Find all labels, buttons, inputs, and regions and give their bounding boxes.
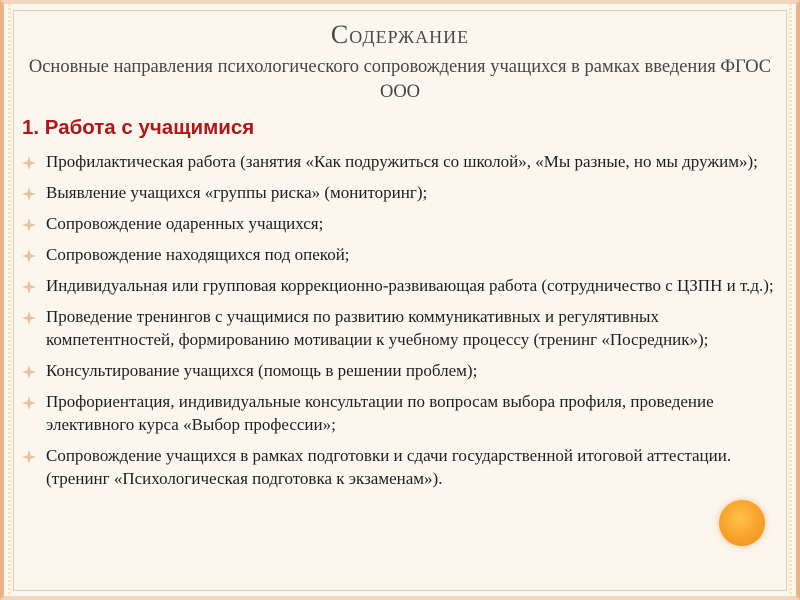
list-item-text: Сопровождение учащихся в рамках подготовки и сдачи государственной итоговой аттестации.(тренинг «Психологическая подготовка к экзаменам»). xyxy=(46,446,732,488)
bullet-list xyxy=(22,150,774,498)
list-item-text: Консультирование учащихся (помощь в решении проблем); xyxy=(46,361,478,380)
list-item-text: Сопровождение одаренных учащихся; xyxy=(46,214,324,233)
sparkle-bullet-icon xyxy=(22,246,36,260)
sparkle-bullet-icon xyxy=(22,362,36,376)
sparkle-bullet-icon xyxy=(22,184,36,198)
list-item xyxy=(22,274,774,297)
sparkle-bullet-icon xyxy=(22,447,36,461)
list-item-text: Профилактическая работа (занятия «Как подружиться со школой», «Мы разные, но мы дружим»); xyxy=(46,152,758,171)
list-item-text: Индивидуальная или групповая коррекционно-развивающая работа (сотрудничество с ЦЗПН и т.д.); xyxy=(46,276,774,295)
list-item xyxy=(22,444,774,490)
sparkle-bullet-icon xyxy=(22,393,36,407)
frame-stripe-right xyxy=(789,4,792,596)
frame-stripe-left xyxy=(8,4,11,596)
list-item xyxy=(22,305,774,351)
list-item xyxy=(22,243,774,266)
list-item-text: Выявление учащихся «группы риска» (мониторинг); xyxy=(46,183,428,202)
list-item-text: Профориентация, индивидуальные консультации по вопросам выбора профиля, проведение элективного курса «Выбор профессии»; xyxy=(46,392,714,434)
sparkle-bullet-icon xyxy=(22,308,36,322)
list-item-text: Сопровождение находящихся под опекой; xyxy=(46,245,350,264)
sparkle-bullet-icon xyxy=(22,215,36,229)
list-item xyxy=(22,150,774,173)
list-item xyxy=(22,181,774,204)
slide-title: Содержание xyxy=(330,20,470,49)
orange-circle-decoration xyxy=(719,500,765,546)
slide-subtitle: Основные направления психологического сопровождения учащихся в рамках введения ФГОС ООО xyxy=(28,57,772,102)
list-item xyxy=(22,390,774,436)
sparkle-bullet-icon xyxy=(22,277,36,291)
list-item xyxy=(22,359,774,382)
sparkle-bullet-icon xyxy=(22,153,36,167)
section-heading: 1. Работа с учащимися xyxy=(22,116,255,139)
list-item xyxy=(22,212,774,235)
list-item-text: Проведение тренингов с учащимися по развитию коммуникативных и регулятивных компетентностей, формированию мотивации к учебному процессу (тренинг «Посредник»); xyxy=(46,307,709,349)
